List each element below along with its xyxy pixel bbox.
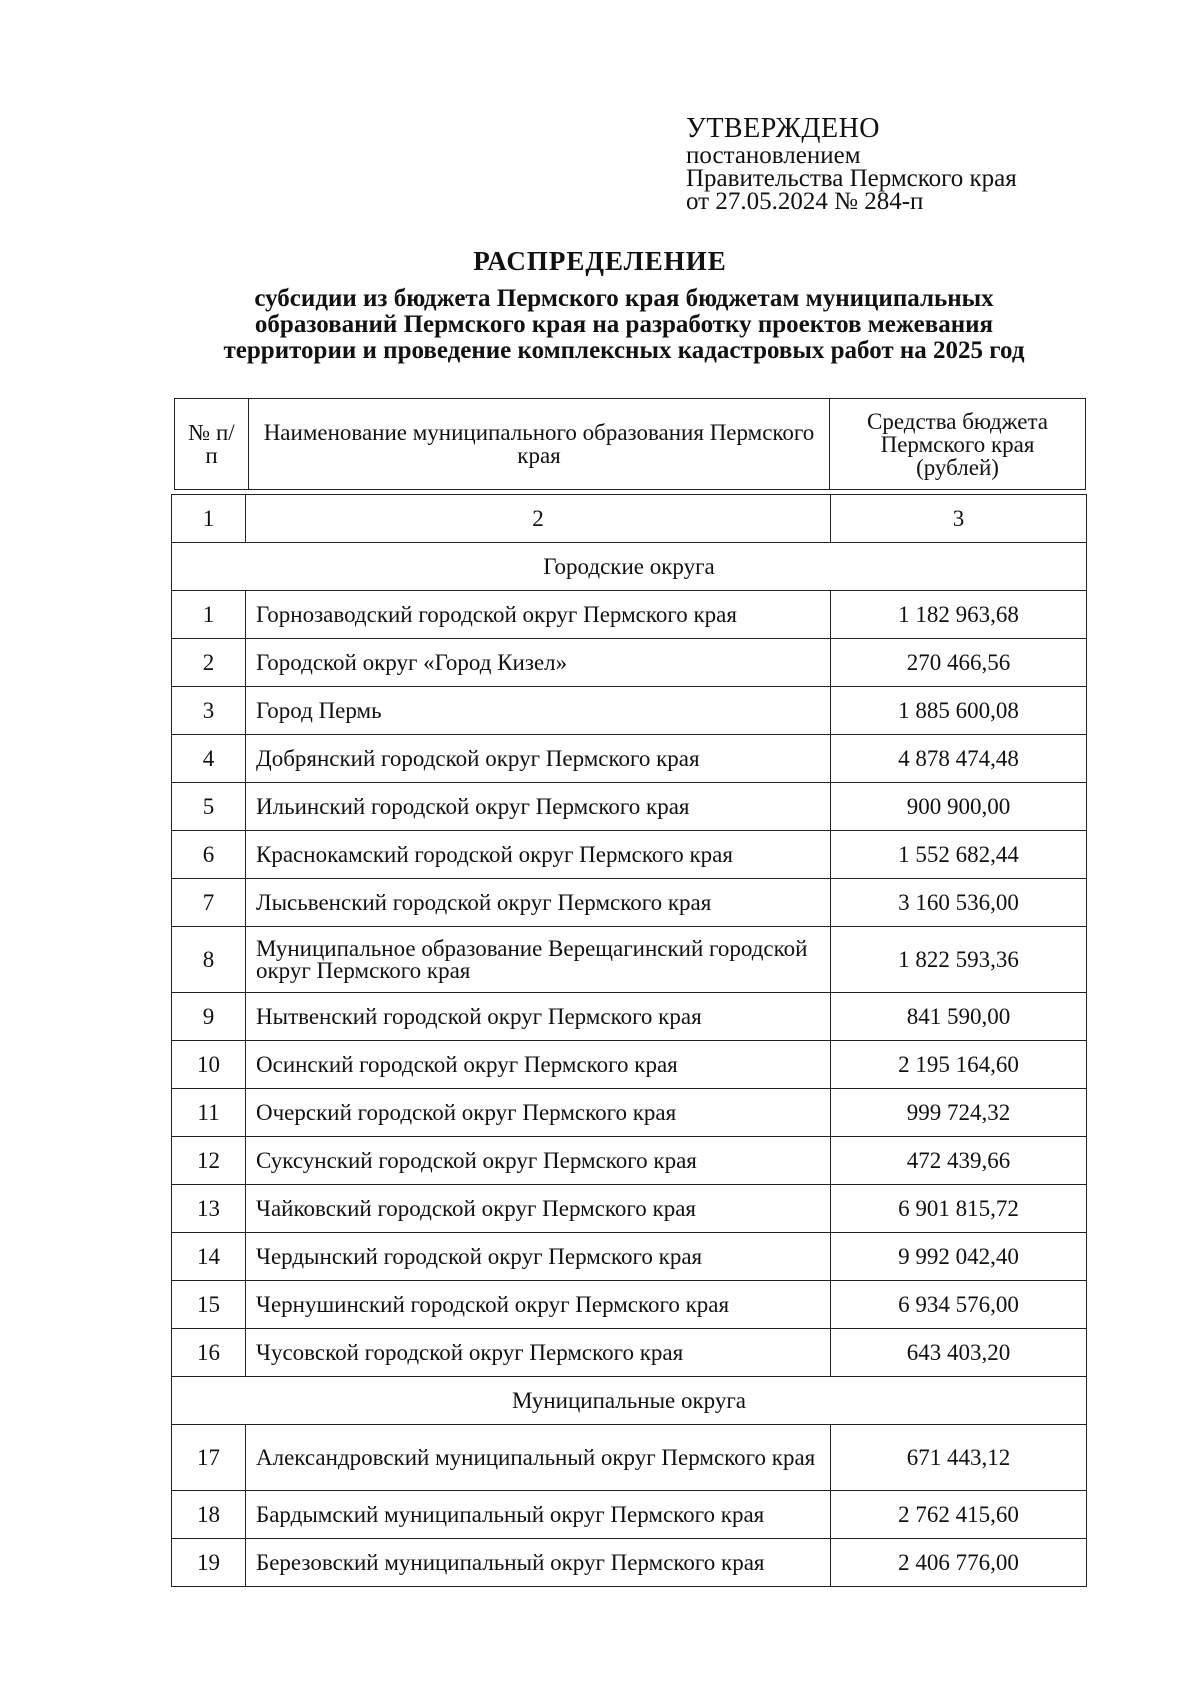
row-number: 10 (172, 1041, 246, 1089)
row-number: 11 (172, 1089, 246, 1137)
row-amount: 2 406 776,00 (831, 1539, 1087, 1587)
table-row (172, 927, 1087, 993)
table-row (172, 783, 1087, 831)
row-municipality: Добрянский городской округ Пермского края (246, 735, 831, 783)
table-row (172, 993, 1087, 1041)
row-amount: 9 992 042,40 (831, 1233, 1087, 1281)
column-number-1: 1 (172, 495, 246, 543)
header-number: № п/п (175, 399, 249, 490)
table-row (172, 1089, 1087, 1137)
document-subtitle (160, 286, 1088, 364)
row-municipality: Чусовской городской округ Пермского края (246, 1329, 831, 1377)
table-row (172, 1491, 1087, 1539)
row-amount: 999 724,32 (831, 1089, 1087, 1137)
table-row (172, 1281, 1087, 1329)
row-amount: 6 901 815,72 (831, 1185, 1087, 1233)
row-number: 2 (172, 639, 246, 687)
subtitle-line-2: образований Пермского края на разработку проектов межевания (254, 311, 994, 338)
approval-line-1: постановлением (686, 142, 861, 169)
row-municipality: Чернушинский городской округ Пермского края (246, 1281, 831, 1329)
row-number: 1 (172, 591, 246, 639)
row-number: 15 (172, 1281, 246, 1329)
row-amount: 1 885 600,08 (831, 687, 1087, 735)
row-amount: 1 822 593,36 (831, 927, 1087, 993)
row-number: 5 (172, 783, 246, 831)
row-amount: 1 552 682,44 (831, 831, 1087, 879)
row-number: 17 (172, 1425, 246, 1491)
row-number: 4 (172, 735, 246, 783)
row-number: 9 (172, 993, 246, 1041)
header-amount: Средства бюджета Пермского края (рублей) (830, 399, 1086, 490)
table-row (172, 1185, 1087, 1233)
row-amount: 1 182 963,68 (831, 591, 1087, 639)
approval-line-3: от 27.05.2024 № 284-п (686, 188, 924, 215)
row-municipality: Город Пермь (246, 687, 831, 735)
approval-block (686, 114, 1017, 213)
table-row (172, 1539, 1087, 1587)
column-number-2: 2 (246, 495, 831, 543)
row-amount: 4 878 474,48 (831, 735, 1087, 783)
row-municipality: Городской округ «Город Кизел» (246, 639, 831, 687)
row-number: 18 (172, 1491, 246, 1539)
row-number: 8 (172, 927, 246, 993)
row-amount: 2 762 415,60 (831, 1491, 1087, 1539)
section-row (172, 543, 1087, 591)
column-number-3: 3 (831, 495, 1087, 543)
row-amount: 643 403,20 (831, 1329, 1087, 1377)
row-number: 12 (172, 1137, 246, 1185)
table-row (172, 1041, 1087, 1089)
row-number: 13 (172, 1185, 246, 1233)
column-number-row (172, 495, 1087, 543)
row-amount: 2 195 164,60 (831, 1041, 1087, 1089)
header-name: Наименование муниципального образования Пермского края (249, 399, 830, 490)
row-municipality: Горнозаводский городской округ Пермского края (246, 591, 831, 639)
row-municipality: Очерский городской округ Пермского края (246, 1089, 831, 1137)
row-amount: 900 900,00 (831, 783, 1087, 831)
row-municipality: Нытвенский городской округ Пермского края (246, 993, 831, 1041)
row-municipality: Чердынский городской округ Пермского края (246, 1233, 831, 1281)
row-municipality: Осинский городской округ Пермского края (246, 1041, 831, 1089)
row-municipality: Лысьвенский городской округ Пермского края (246, 879, 831, 927)
row-amount: 3 160 536,00 (831, 879, 1087, 927)
subtitle-line-3: территории и проведение комплексных кадастровых работ на 2025 год (223, 337, 1025, 364)
table-row (172, 879, 1087, 927)
table-row (172, 1137, 1087, 1185)
table-row (172, 735, 1087, 783)
approval-stamp: УТВЕРЖДЕНО (686, 113, 881, 144)
row-amount: 472 439,66 (831, 1137, 1087, 1185)
row-municipality: Чайковский городской округ Пермского края (246, 1185, 831, 1233)
row-amount: 6 934 576,00 (831, 1281, 1087, 1329)
row-number: 6 (172, 831, 246, 879)
row-amount: 841 590,00 (831, 993, 1087, 1041)
row-municipality: Суксунский городской округ Пермского края (246, 1137, 831, 1185)
approval-line-2: Правительства Пермского края (686, 165, 1017, 192)
row-number: 19 (172, 1539, 246, 1587)
section-title: Муниципальные округа (172, 1377, 1087, 1425)
row-number: 7 (172, 879, 246, 927)
table-row (172, 591, 1087, 639)
table-row (172, 687, 1087, 735)
table-row (172, 1329, 1087, 1377)
table-row (172, 1425, 1087, 1491)
table-row (172, 831, 1087, 879)
row-municipality: Муниципальное образование Верещагинский городской округ Пермского края (246, 927, 831, 993)
row-amount: 270 466,56 (831, 639, 1087, 687)
row-municipality: Александровский муниципальный округ Пермского края (246, 1425, 831, 1491)
document-title: РАСПРЕДЕЛЕНИЕ (473, 246, 727, 276)
row-municipality: Краснокамский городской округ Пермского края (246, 831, 831, 879)
section-row (172, 1377, 1087, 1425)
row-municipality: Бардымский муниципальный округ Пермского края (246, 1491, 831, 1539)
row-number: 3 (172, 687, 246, 735)
table-body (172, 495, 1087, 1587)
distribution-table (171, 494, 1087, 1587)
subtitle-line-1: субсидии из бюджета Пермского края бюджетам муниципальных (254, 285, 994, 312)
row-number: 14 (172, 1233, 246, 1281)
table-header (174, 398, 1086, 490)
row-municipality: Березовский муниципальный округ Пермского края (246, 1539, 831, 1587)
table-row (172, 639, 1087, 687)
table-row (172, 1233, 1087, 1281)
row-amount: 671 443,12 (831, 1425, 1087, 1491)
row-municipality: Ильинский городской округ Пермского края (246, 783, 831, 831)
row-number: 16 (172, 1329, 246, 1377)
section-title: Городские округа (172, 543, 1087, 591)
